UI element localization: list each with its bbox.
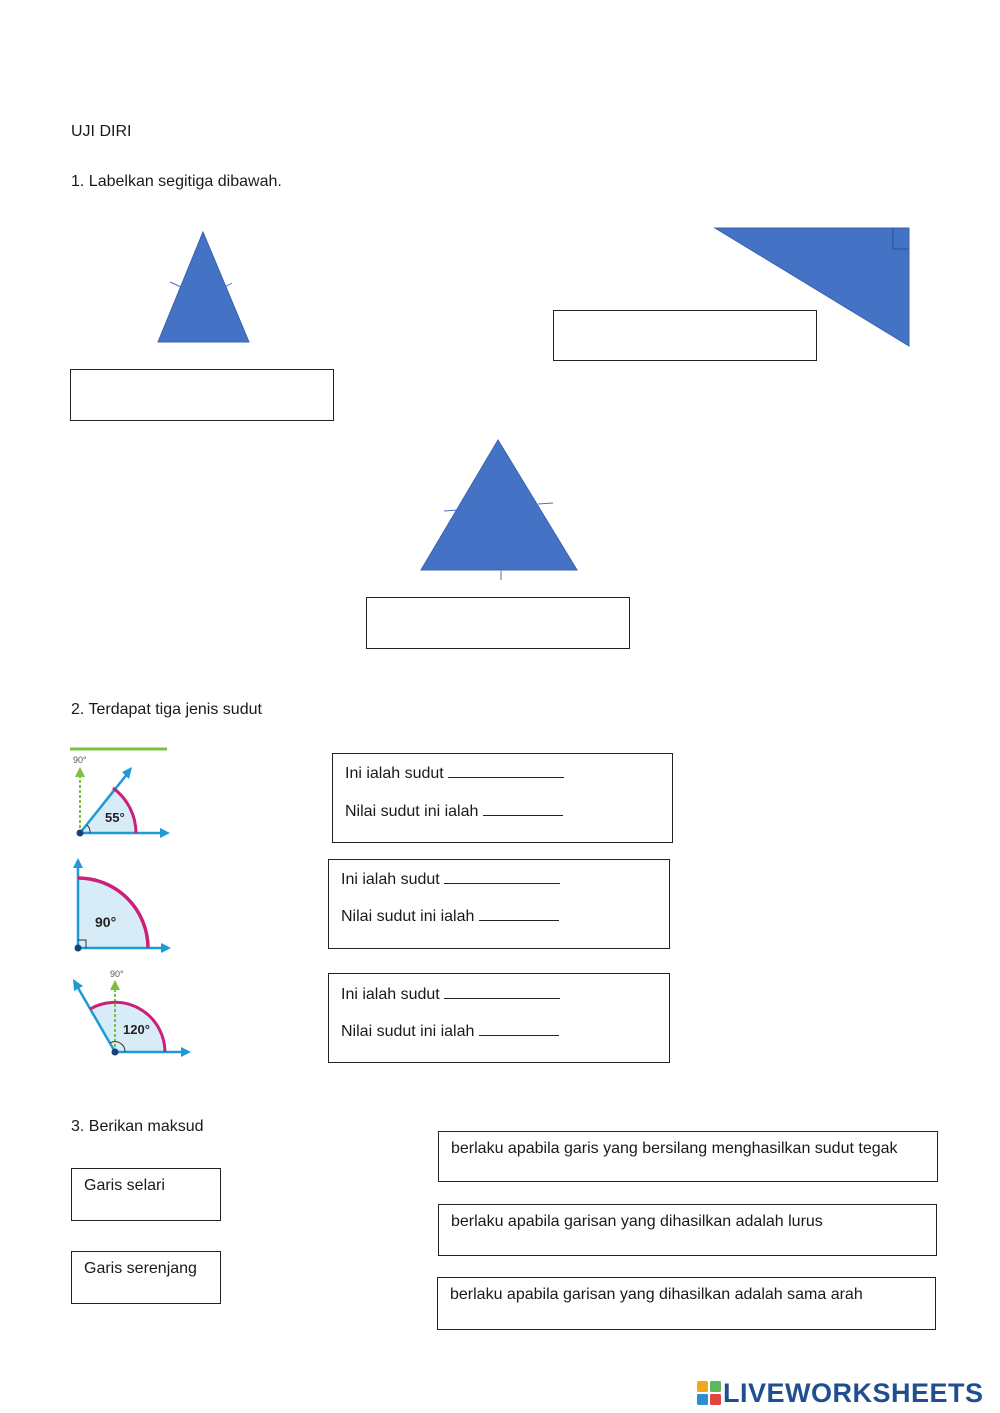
right-angle-value-label: 90° [95, 914, 117, 930]
question-2-prompt: 2. Terdapat tiga jenis sudut [71, 701, 262, 718]
acute-angle-figure [70, 745, 172, 843]
angle-answer-box-1 [332, 753, 673, 843]
definition-text: berlaku apabila garis yang bersilang menghasilkan sudut tegak [451, 1140, 898, 1157]
triangle-answer-box-equilateral[interactable] [366, 597, 630, 649]
angle-type-label: Ini ialah sudut [345, 765, 444, 782]
obtuse-angle-value-label: 120° [123, 1022, 150, 1037]
angle-answer-box-2 [328, 859, 670, 949]
angle-type-label: Ini ialah sudut [341, 986, 440, 1003]
definition-card-3[interactable] [437, 1277, 936, 1330]
reference-angle-label: 90° [73, 755, 87, 765]
question-1-prompt: 1. Labelkan segitiga dibawah. [71, 173, 282, 190]
term-label: Garis selari [84, 1177, 165, 1194]
page-title: UJI DIRI [71, 123, 132, 140]
angle-value-blank[interactable] [479, 1021, 559, 1036]
question-3-prompt: 3. Berikan maksud [71, 1118, 204, 1135]
angle-type-blank[interactable] [448, 763, 564, 778]
angle-value-blank[interactable] [483, 801, 563, 816]
logo-wordmark: LIVEWORKSHEETS [723, 1377, 984, 1408]
right-angle-figure [70, 857, 172, 957]
angle-value-label: Nilai sudut ini ialah [341, 1023, 475, 1040]
liveworksheets-logo-icon [697, 1381, 721, 1405]
equilateral-triangle [421, 440, 577, 580]
isosceles-triangle [158, 232, 249, 342]
angle-type-label: Ini ialah sudut [341, 871, 440, 888]
definition-text: berlaku apabila garisan yang dihasilkan adalah sama arah [450, 1286, 863, 1303]
reference-angle-label-2: 90° [110, 969, 124, 979]
definition-card-1[interactable] [438, 1131, 938, 1182]
angle-type-blank[interactable] [444, 869, 560, 884]
definition-card-2[interactable] [438, 1204, 937, 1256]
term-card-garis-selari[interactable] [71, 1168, 221, 1221]
angle-value-label: Nilai sudut ini ialah [341, 908, 475, 925]
angle-value-blank[interactable] [479, 906, 559, 921]
term-label: Garis serenjang [84, 1260, 197, 1277]
triangle-figures [0, 0, 1000, 700]
term-card-garis-serenjang[interactable] [71, 1251, 221, 1304]
definition-text: berlaku apabila garisan yang dihasilkan adalah lurus [451, 1213, 823, 1230]
liveworksheets-logo [697, 1376, 984, 1410]
angle-answer-box-3 [328, 973, 670, 1063]
triangle-answer-box-right[interactable] [553, 310, 817, 361]
triangle-answer-box-isosceles[interactable] [70, 369, 334, 421]
obtuse-angle-figure [70, 968, 194, 1064]
angle-type-blank[interactable] [444, 984, 560, 999]
angle-value-label: Nilai sudut ini ialah [345, 803, 479, 820]
acute-angle-value-label: 55° [105, 810, 125, 825]
